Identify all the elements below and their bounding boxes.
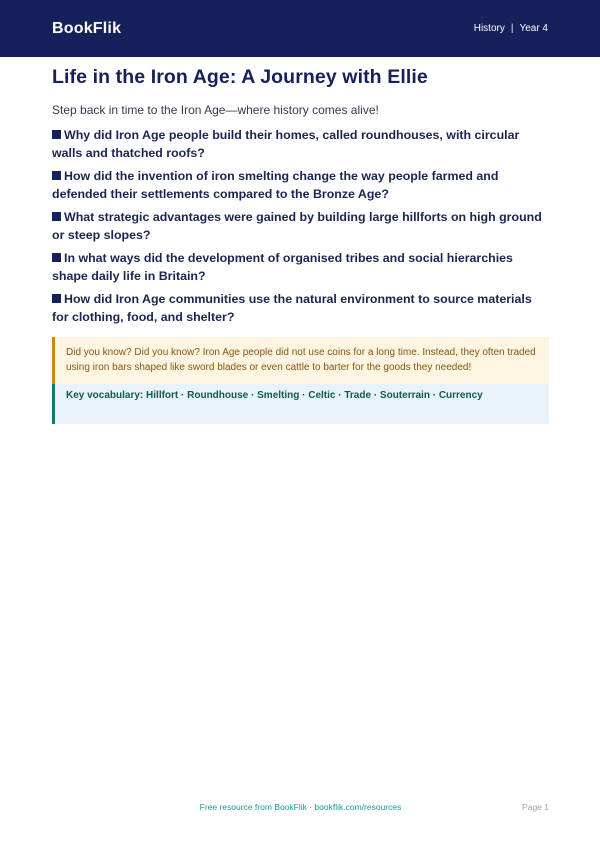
page-title: Life in the Iron Age: A Journey with Ellie — [52, 66, 428, 88]
question-text: In what ways did the development of organised tribes and social hierarchies shape daily life in Britain? — [52, 251, 513, 283]
question-text: Why did Iron Age people build their homes, called roundhouses, with circular walls and thatched roofs? — [52, 128, 520, 160]
page-number: Page 1 — [522, 802, 549, 812]
key-vocabulary-box: Key vocabulary: Hillfort · Roundhouse · Smelting · Celtic · Trade · Souterrain · Currency — [52, 384, 549, 424]
square-bullet-icon — [52, 294, 61, 303]
header-meta — [474, 23, 548, 34]
page-header — [0, 0, 600, 57]
square-bullet-icon — [52, 171, 61, 180]
question-text: How did Iron Age communities use the natural environment to source materials for clothing, food, and shelter? — [52, 292, 532, 324]
square-bullet-icon — [52, 130, 61, 139]
subject-label: History — [473, 23, 505, 34]
square-bullet-icon — [52, 212, 61, 221]
question-text: What strategic advantages were gained by building large hillforts on high ground or steep slopes? — [52, 210, 542, 242]
question-item — [52, 168, 549, 203]
page-footer — [52, 802, 549, 816]
main-content — [52, 64, 549, 424]
footer-resource-link[interactable]: Free resource from BookFlik · bookflik.com/resources — [199, 802, 402, 812]
question-text: How did the invention of iron smelting change the way people farmed and defended their settlements compared to the Bronze Age? — [52, 169, 499, 201]
did-you-know-callout: Did you know? Did you know? Iron Age people did not use coins for a long time. Instead, they often traded using iron bars shaped like sword blades or even cattle to barter for the goods they needed! — [52, 337, 549, 384]
question-item — [52, 209, 549, 244]
question-item — [52, 127, 549, 162]
question-item — [52, 291, 549, 326]
question-item — [52, 250, 549, 285]
meta-separator: | — [510, 23, 514, 34]
square-bullet-icon — [52, 253, 61, 262]
question-list — [52, 127, 549, 326]
year-label: Year 4 — [519, 23, 548, 34]
brand-logo[interactable]: BookFlik — [52, 19, 122, 37]
page-subtitle: Step back in time to the Iron Age—where history comes alive! — [52, 103, 379, 117]
